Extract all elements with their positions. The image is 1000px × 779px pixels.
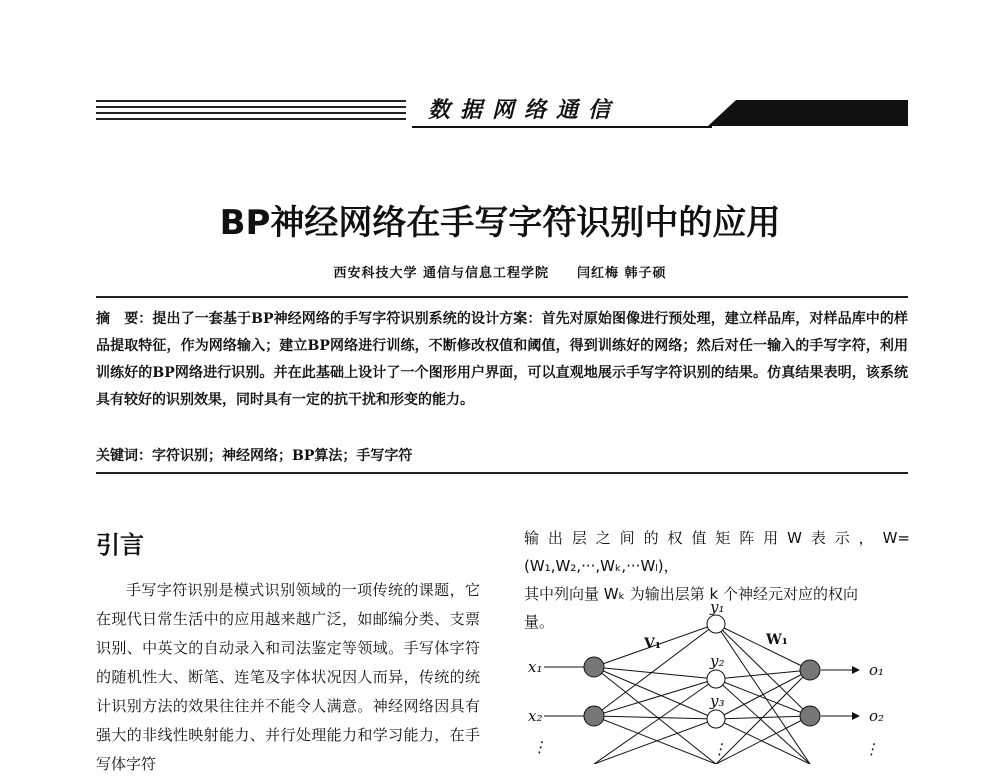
header-decorative-band [708, 100, 908, 126]
input-label-2: x₂ [528, 707, 543, 725]
keywords-label: 关键词： [96, 448, 152, 464]
keywords-text: 字符识别；神经网络；BP算法；手写字符 [152, 448, 413, 464]
keywords [96, 445, 908, 465]
hidden-node-1 [707, 615, 725, 633]
section-label: 数据网络通信 [412, 94, 712, 128]
journal-section-header [96, 94, 908, 130]
hidden-node-3 [707, 710, 725, 728]
input-label-1: x₁ [528, 658, 543, 676]
hidden-nodes [707, 615, 725, 728]
author-line [0, 262, 1000, 281]
output-nodes [800, 660, 820, 726]
network-connections [544, 624, 852, 764]
paper-title: BP神经网络在手写字符识别中的应用 [219, 203, 781, 243]
abstract [96, 306, 908, 414]
output-label-ellipsis: ⋮ [864, 740, 879, 758]
input-node-1 [584, 657, 604, 677]
output-arrow-1 [852, 666, 860, 674]
hidden-label-1: y₁ [710, 604, 725, 616]
right-line-3: 量。 [524, 613, 555, 631]
authors: 闫红梅 韩子硕 [577, 266, 667, 281]
right-line-1: 输出层之间的权值矩阵用W表示，W=(W₁,W₂,···,Wₖ,···Wₗ)， [524, 529, 910, 575]
input-node-2 [584, 706, 604, 726]
output-node-2 [800, 706, 820, 726]
weight-label-v: V₁ [644, 636, 661, 652]
weight-label-w: W₁ [766, 632, 788, 648]
input-nodes [584, 657, 604, 726]
output-arrow-2 [852, 712, 860, 720]
output-node-1 [800, 660, 820, 680]
bottom-divider [96, 472, 908, 474]
hidden-label-3: y₃ [710, 692, 725, 710]
affiliation: 西安科技大学 通信与信息工程学院 [333, 266, 549, 281]
intro-paragraph: 手写字符识别是模式识别领域的一项传统的课题，它在现代日常生活中的应用越来越广泛，如邮编分类、支票识别、中英文的自动录入和司法鉴定等领域。手写体字符的随机性大、断笔、连笔及字体状况因人而异，传统的统计识别方法的效果往往并不能令人满意。神经网络因具有强大的非线性映射能力、并行处理能力和学习能力，在手写体字符 [96, 581, 480, 773]
left-column [96, 525, 480, 779]
hidden-node-2 [707, 670, 725, 688]
right-line-2: 其中列向量 Wₖ 为输出层第 k 个神经元对应的权向 [524, 585, 858, 603]
output-label-2: o₂ [869, 707, 885, 725]
output-label-1: o₁ [869, 661, 885, 679]
top-divider [96, 296, 908, 298]
abstract-label: 摘 要： [96, 311, 153, 327]
hidden-label-2: y₂ [710, 652, 725, 670]
header-decorative-lines [96, 100, 406, 126]
intro-heading: 引言 [96, 531, 144, 559]
abstract-text: 提出了一套基于BP神经网络的手写字符识别系统的设计方案：首先对原始图像进行预处理，建立样品库，对样品库中的样品提取特征，作为网络输入；建立BP网络进行训练，不断修改权值和阈值，得到训练好的网络；然后对任一输入的手写字符，利用训练好的BP网络进行识别。并在此基础上设计了一个图形用户界面，可以直观地展示手写字符识别的结果。仿真结果表明，该系统具有较好的识别效果，同时具有一定的抗干扰和形变的能力。 [96, 311, 909, 408]
bp-network-diagram [524, 604, 904, 764]
input-label-ellipsis: ⋮ [532, 738, 547, 756]
hidden-label-ellipsis: ⋮ [712, 740, 727, 758]
